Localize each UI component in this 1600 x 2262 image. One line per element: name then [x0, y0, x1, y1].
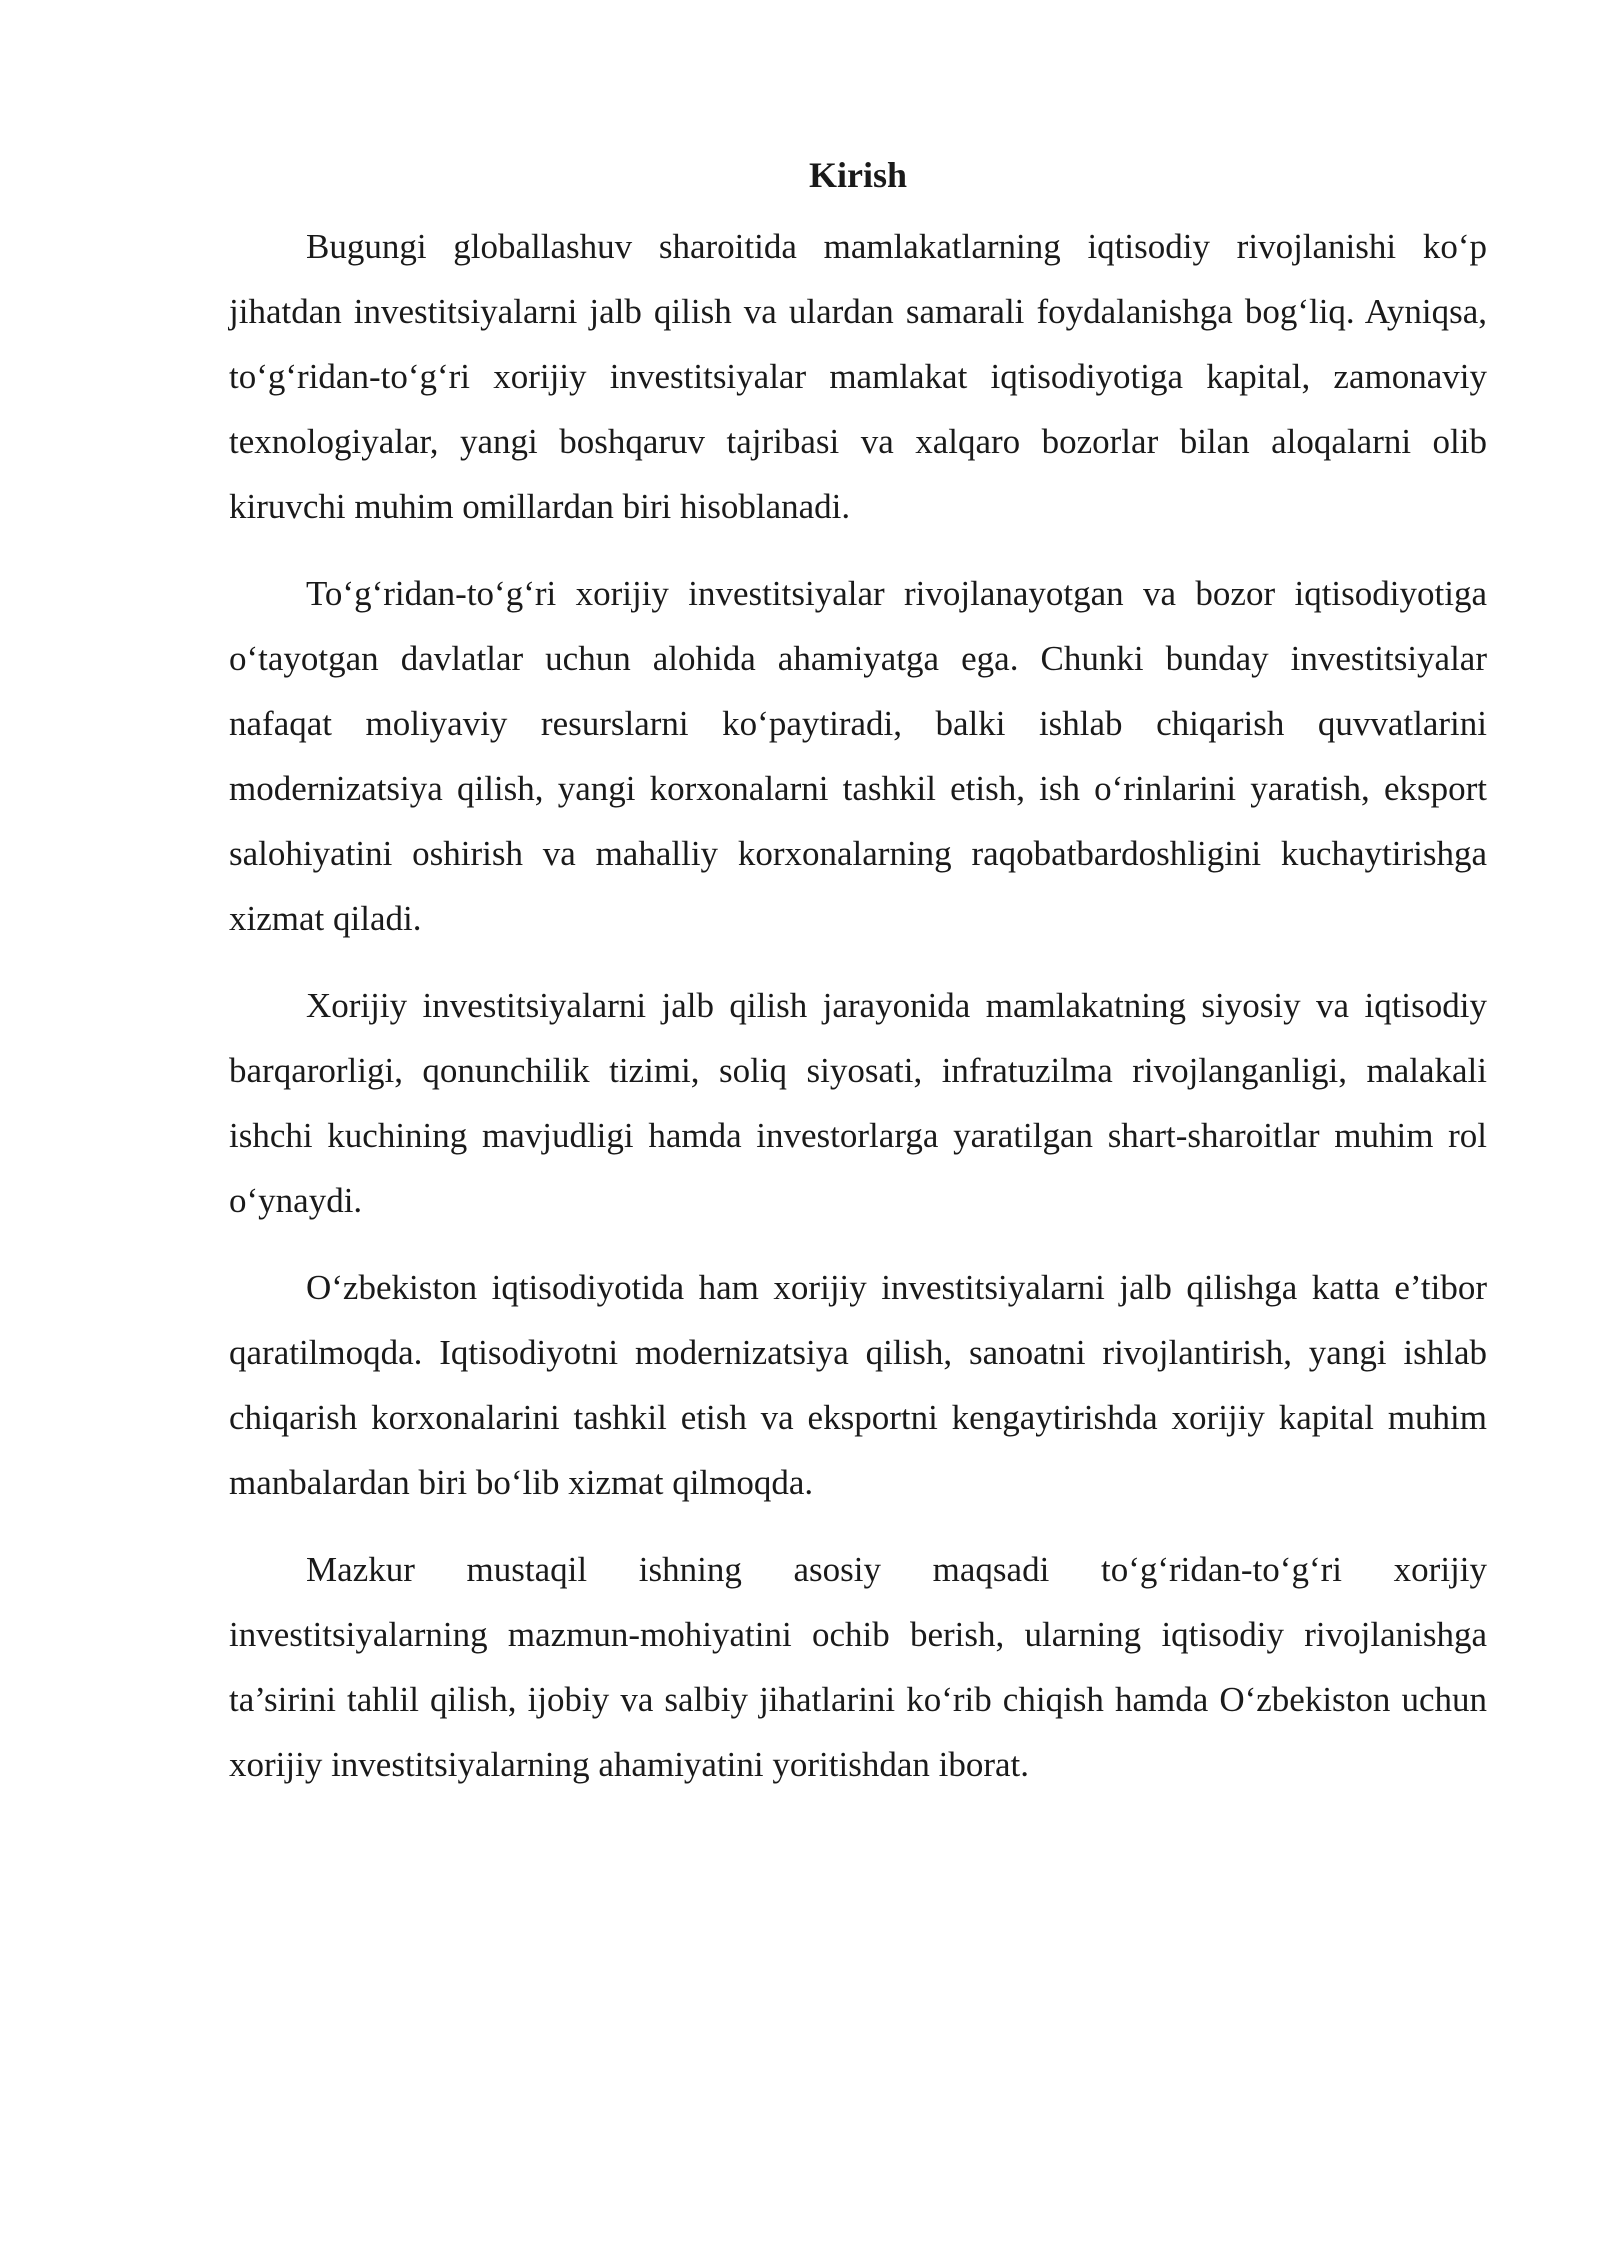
paragraph-4: Oʻzbekiston iqtisodiyotida ham xorijiy investitsiyalarni jalb qilishga katta e’tibor qaratilmoqda. Iqtisodiyotni modernizatsiya qilish, sanoatni rivojlantirish, yangi ishlab chiqarish korxonalarini tashkil etish va eksportni kengaytirishda xorijiy kapital muhim manbalardan biri boʻlib xizmat qilmoqda.: [229, 1268, 1487, 1502]
document-body: [229, 148, 1487, 1819]
paragraph-5: Mazkur mustaqil ishning asosiy maqsadi toʻgʻridan-toʻgʻri xorijiy investitsiyalarning mazmun-mohiyatini ochib berish, ularning iqtisodiy rivojlanishga ta’sirini tahlil qilish, ijobiy va salbiy jihatlarini koʻrib chiqish hamda Oʻzbekiston uchun xorijiy investitsiyalarning ahamiyatini yoritishdan iborat.: [229, 1550, 1487, 1784]
section-title: Kirish: [808, 155, 907, 195]
paragraph-2: Toʻgʻridan-toʻgʻri xorijiy investitsiyalar rivojlanayotgan va bozor iqtisodiyotiga oʻtayotgan davlatlar uchun alohida ahamiyatga ega. Chunki bunday investitsiyalar nafaqat moliyaviy resurslarni koʻpaytiradi, balki ishlab chiqarish quvvatlarini modernizatsiya qilish, yangi korxonalarni tashkil etish, ish oʻrinlarini yaratish, eksport salohiyatini oshirish va mahalliy korxonalarning raqobatbardoshligini kuchaytirishga xizmat qiladi.: [229, 574, 1487, 938]
paragraph-1: Bugungi globallashuv sharoitida mamlakatlarning iqtisodiy rivojlanishi koʻp jihatdan investitsiyalarni jalb qilish va ulardan samarali foydalanishga bogʻliq. Ayniqsa, toʻgʻridan-toʻgʻri xorijiy investitsiyalar mamlakat iqtisodiyotiga kapital, zamonaviy texnologiyalar, yangi boshqaruv tajribasi va xalqaro bozorlar bilan aloqalarni olib kiruvchi muhim omillardan biri hisoblanadi.: [229, 227, 1487, 526]
paragraph-3: Xorijiy investitsiyalarni jalb qilish jarayonida mamlakatning siyosiy va iqtisodiy barqarorligi, qonunchilik tizimi, soliq siyosati, infratuzilma rivojlanganligi, malakali ishchi kuchining mavjudligi hamda investorlarga yaratilgan shart-sharoitlar muhim rol oʻynaydi.: [229, 986, 1487, 1220]
